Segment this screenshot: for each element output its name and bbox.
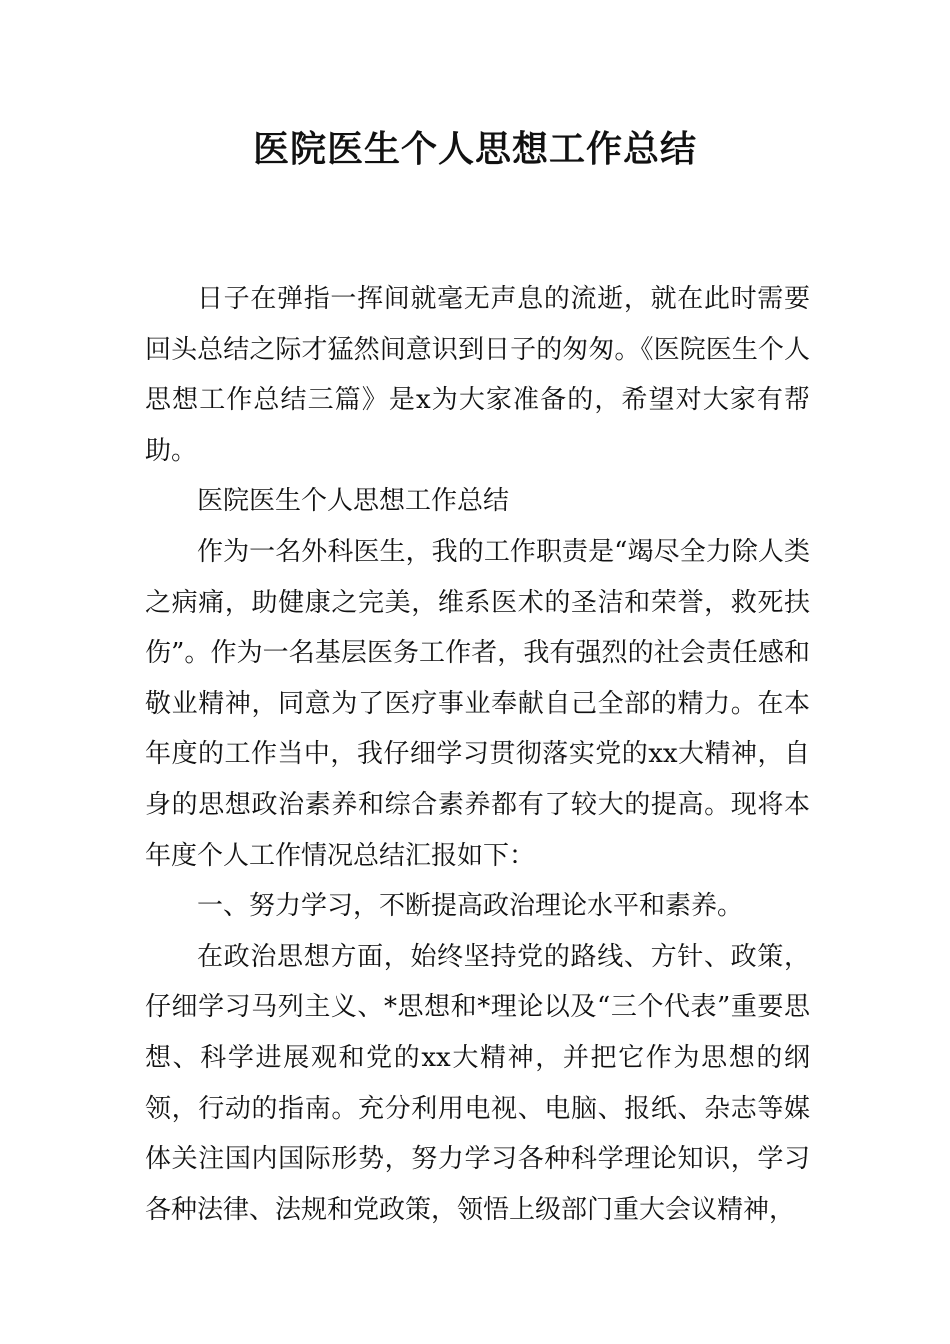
paragraph-intro: 日子在弹指一挥间就毫无声息的流逝，就在此时需要回头总结之际才猛然间意识到日子的匆匆。《医院医生个人思想工作总结三篇》是x为大家准备的，希望对大家有帮助。 — [145, 284, 810, 466]
paragraph-subtitle: 医院医生个人思想工作总结 — [197, 486, 510, 517]
paragraph-political-thought: 在政治思想方面，始终坚持党的路线、方针、政策，仔细学习马列主义、*思想和*理论以及“三个代表”重要思想、科学进展观和党的xx大精神，并把它作为思想的纲领，行动的指南。充分利用电视、电脑、报纸、杂志等媒体关注国内国际形势，努力学习各种科学理论知识，学习各种法律、法规和党政策，领悟上级部门重大会议精神， — [145, 941, 810, 1225]
document-body — [145, 274, 810, 1235]
paragraph-section-heading: 一、努力学习，不断提高政治理论水平和素养。 — [197, 891, 744, 922]
paragraph-duties: 作为一名外科医生，我的工作职责是“竭尽全力除人类之病痛，助健康之完美，维系医术的圣洁和荣誉，救死扶伤”。作为一名基层医务工作者，我有强烈的社会责任感和敬业精神，同意为了医疗事业奉献自己全部的精力。在本年度的工作当中，我仔细学习贯彻落实党的xx大精神，自身的思想政治素养和综合素养都有了较大的提高。现将本年度个人工作情况总结汇报如下： — [145, 536, 810, 871]
document-title: 医院医生个人思想工作总结 — [252, 129, 697, 170]
